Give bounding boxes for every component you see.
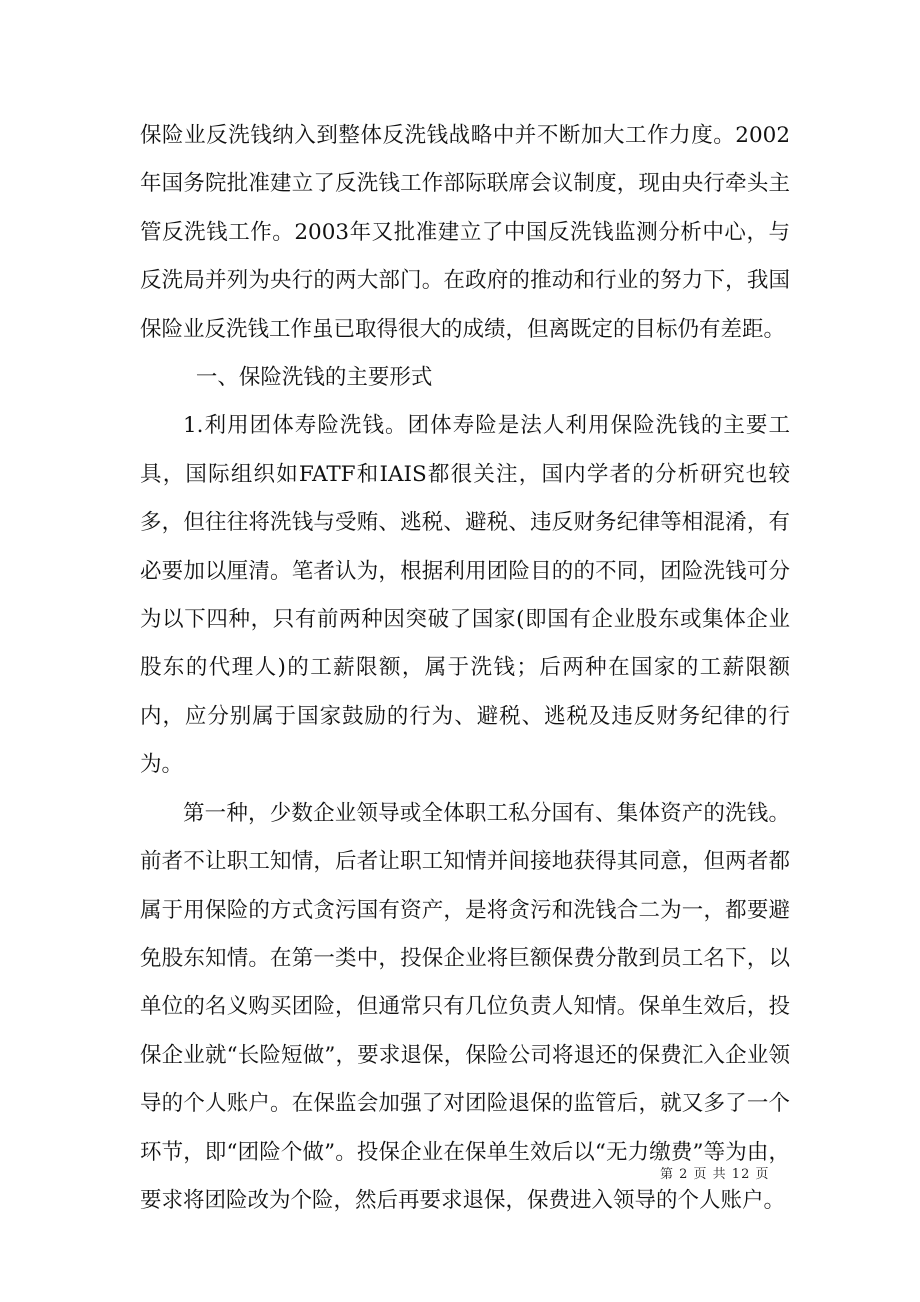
paragraph-first-type: 第一种，少数企业领导或全体职工私分国有、集体资产的洗钱。前者不让职工知情，后者让职工知情并间接地获得其同意，但两者都属于用保险的方式贪污国有资产，是将贪污和洗钱合二为一，都要避免股东知情。在第一类中，投保企业将巨额保费分散到员工名下，以单位的名义购买团险，但通常只有几位负责人知情。保单生效后，投保企业就“长险短做”，要求退保，保险公司将退还的保费汇入企业领导的个人账户。在保监会加强了对团险退保的监管后，就又多了一个环节，即“团险个做”。投保企业在保单生效后以“无力缴费”等为由，要求将团险改为个险，然后再要求退保，保费进入领导的个人账户。 (140, 800, 790, 1213)
page-number-footer: 第 2 页 共 12 页 (660, 1167, 770, 1182)
paragraph-group-life-insurance: 1.利用团体寿险洗钱。团体寿险是法人利用保险洗钱的主要工具，国际组织如FATF和IAIS都很关注，国内学者的分析研究也较多，但往往将洗钱与受贿、逃税、避税、违反财务纪律等相混淆，有必要加以厘清。笔者认为，根据利用团险目的的不同，团险洗钱可分为以下四种，只有前两种因突破了国家(即国有企业股东或集体企业股东的代理人)的工薪限额，属于洗钱；后两种在国家的工薪限额内，应分别属于国家鼓励的行为、避税、逃税及违反财务纪律的行为。 (140, 413, 790, 778)
paragraph-continuation: 保险业反洗钱纳入到整体反洗钱战略中并不断加大工作力度。2002年国务院批准建立了反洗钱工作部际联席会议制度，现由央行牵头主管反洗钱工作。2003年又批准建立了中国反洗钱监测分析中心，与反洗局并列为央行的两大部门。在政府的推动和行业的努力下，我国保险业反洗钱工作虽已取得很大的成绩，但离既定的目标仍有差距。 (140, 123, 790, 342)
document-body (140, 112, 790, 1225)
section-heading: 一、保险洗钱的主要形式 (195, 365, 433, 391)
